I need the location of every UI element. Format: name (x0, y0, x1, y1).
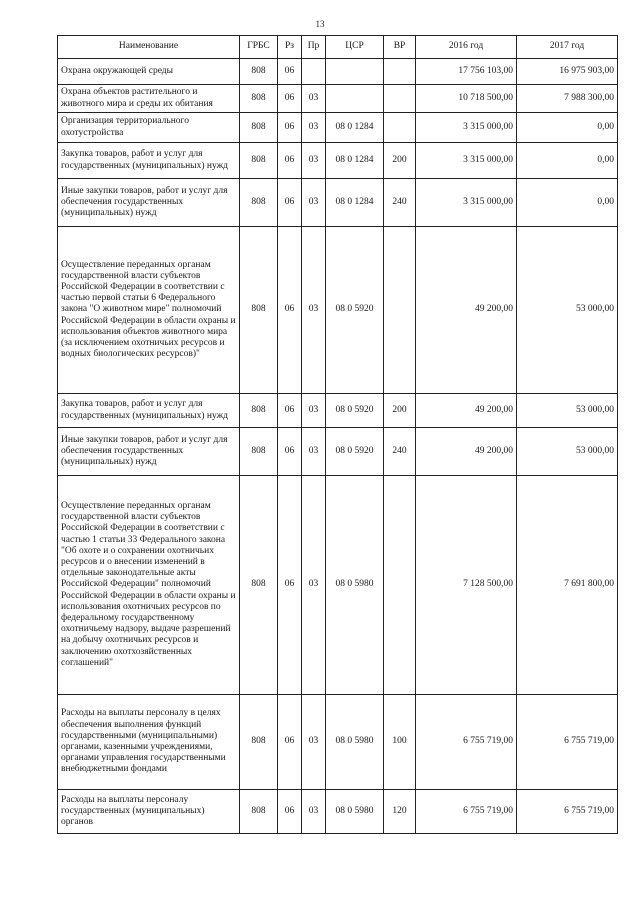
cell-2017: 16 975 903,00 (517, 59, 618, 85)
cell-vr: 100 (384, 695, 416, 790)
cell-2017: 0,00 (517, 113, 618, 143)
table-row (58, 179, 618, 227)
cell-pr: 03 (302, 394, 326, 428)
cell-grbs: 808 (240, 790, 278, 834)
col-header-pr: Пр (302, 36, 326, 59)
table-row (58, 143, 618, 179)
table-row (58, 59, 618, 85)
cell-name: Закупка товаров, работ и услуг для государственных (муниципальных) нужд (58, 143, 240, 179)
cell-2016: 49 200,00 (416, 428, 517, 476)
col-header-name: Наименование (58, 36, 240, 59)
cell-csr (326, 85, 384, 113)
cell-2017: 7 691 800,00 (517, 476, 618, 695)
cell-grbs: 808 (240, 695, 278, 790)
col-header-vr: ВР (384, 36, 416, 59)
cell-vr: 240 (384, 179, 416, 227)
table-header-row (58, 36, 618, 59)
cell-rz: 06 (278, 227, 302, 394)
page-number: 13 (315, 19, 325, 29)
cell-2016: 3 315 000,00 (416, 143, 517, 179)
cell-csr (326, 59, 384, 85)
cell-pr: 03 (302, 85, 326, 113)
cell-2016: 6 755 719,00 (416, 790, 517, 834)
cell-pr: 03 (302, 227, 326, 394)
col-header-2016: 2016 год (416, 36, 517, 59)
budget-table (57, 35, 618, 834)
cell-pr: 03 (302, 113, 326, 143)
cell-csr: 08 0 5920 (326, 394, 384, 428)
cell-vr: 240 (384, 428, 416, 476)
cell-name: Осуществление переданных органам государственной власти субъектов Российской Федерации в соответствии с частью 1 статьи 33 Федерального закона "Об охоте и о сохранении охотничьих ресурсов и о внесении изменений в отдельные законодательные акты Российской Федерации" полномочий Российской Федерации в области охраны и использования охотничьих ресурсов по федеральному государственному охотничьему надзору, выдаче разрешений на добычу охотничьих ресурсов и заключению охотхозяйственных соглашений" (58, 476, 240, 695)
cell-grbs: 808 (240, 476, 278, 695)
cell-csr: 08 0 5980 (326, 476, 384, 695)
cell-2017: 6 755 719,00 (517, 790, 618, 834)
table-row (58, 428, 618, 476)
cell-grbs: 808 (240, 85, 278, 113)
table-row (58, 227, 618, 394)
cell-rz: 06 (278, 790, 302, 834)
cell-2016: 6 755 719,00 (416, 695, 517, 790)
cell-rz: 06 (278, 695, 302, 790)
cell-2017: 53 000,00 (517, 394, 618, 428)
cell-2017: 6 755 719,00 (517, 695, 618, 790)
cell-csr: 08 0 5920 (326, 227, 384, 394)
cell-grbs: 808 (240, 227, 278, 394)
cell-vr (384, 476, 416, 695)
table-row (58, 394, 618, 428)
cell-rz: 06 (278, 476, 302, 695)
cell-pr: 03 (302, 428, 326, 476)
cell-name: Закупка товаров, работ и услуг для государственных (муниципальных) нужд (58, 394, 240, 428)
cell-rz: 06 (278, 428, 302, 476)
cell-grbs: 808 (240, 428, 278, 476)
cell-vr (384, 113, 416, 143)
col-header-2017: 2017 год (517, 36, 618, 59)
cell-grbs: 808 (240, 394, 278, 428)
cell-vr (384, 227, 416, 394)
cell-grbs: 808 (240, 179, 278, 227)
cell-2016: 10 718 500,00 (416, 85, 517, 113)
col-header-rz: Рз (278, 36, 302, 59)
cell-pr: 03 (302, 476, 326, 695)
cell-2017: 7 988 300,00 (517, 85, 618, 113)
cell-rz: 06 (278, 179, 302, 227)
cell-csr: 08 0 1284 (326, 113, 384, 143)
cell-rz: 06 (278, 394, 302, 428)
cell-name: Расходы на выплаты персоналу в целях обеспечения выполнения функций государственными (муниципальными) органами, казенными учреждениями, органами управления государственными внебюджетными фондами (58, 695, 240, 790)
cell-name: Охрана окружающей среды (58, 59, 240, 85)
col-header-csr: ЦСР (326, 36, 384, 59)
cell-2016: 3 315 000,00 (416, 113, 517, 143)
cell-rz: 06 (278, 113, 302, 143)
cell-2016: 3 315 000,00 (416, 179, 517, 227)
table-row (58, 113, 618, 143)
cell-vr (384, 85, 416, 113)
cell-csr: 08 0 5980 (326, 790, 384, 834)
cell-name: Осуществление переданных органам государственной власти субъектов Российской Федерации в соответствии с частью первой статьи 6 Федерального закона "О животном мире" полномочий Российской Федерации в области охраны и использования объектов животного мира (за исключением охотничьих ресурсов и водных биологических ресурсов)" (58, 227, 240, 394)
cell-2016: 17 756 103,00 (416, 59, 517, 85)
cell-vr: 200 (384, 143, 416, 179)
cell-pr: 03 (302, 695, 326, 790)
cell-csr: 08 0 1284 (326, 143, 384, 179)
table-row (58, 695, 618, 790)
cell-name: Охрана объектов растительного и животного мира и среды их обитания (58, 85, 240, 113)
cell-csr: 08 0 5920 (326, 428, 384, 476)
cell-2016: 49 200,00 (416, 394, 517, 428)
cell-2017: 53 000,00 (517, 428, 618, 476)
cell-2017: 0,00 (517, 179, 618, 227)
cell-grbs: 808 (240, 59, 278, 85)
cell-pr: 03 (302, 790, 326, 834)
cell-name: Организация территориального охотустройства (58, 113, 240, 143)
cell-2016: 7 128 500,00 (416, 476, 517, 695)
cell-name: Иные закупки товаров, работ и услуг для обеспечения государственных (муниципальных) нужд (58, 428, 240, 476)
table-row (58, 85, 618, 113)
cell-pr: 03 (302, 143, 326, 179)
table-row (58, 476, 618, 695)
cell-rz: 06 (278, 59, 302, 85)
cell-vr: 200 (384, 394, 416, 428)
cell-name: Иные закупки товаров, работ и услуг для обеспечения государственных (муниципальных) нужд (58, 179, 240, 227)
cell-grbs: 808 (240, 113, 278, 143)
cell-csr: 08 0 5980 (326, 695, 384, 790)
cell-rz: 06 (278, 85, 302, 113)
cell-vr: 120 (384, 790, 416, 834)
col-header-grbs: ГРБС (240, 36, 278, 59)
cell-grbs: 808 (240, 143, 278, 179)
cell-pr: 03 (302, 179, 326, 227)
cell-vr (384, 59, 416, 85)
table-row (58, 790, 618, 834)
cell-2016: 49 200,00 (416, 227, 517, 394)
cell-pr (302, 59, 326, 85)
cell-2017: 0,00 (517, 143, 618, 179)
cell-2017: 53 000,00 (517, 227, 618, 394)
cell-name: Расходы на выплаты персоналу государственных (муниципальных) органов (58, 790, 240, 834)
cell-rz: 06 (278, 143, 302, 179)
cell-csr: 08 0 1284 (326, 179, 384, 227)
